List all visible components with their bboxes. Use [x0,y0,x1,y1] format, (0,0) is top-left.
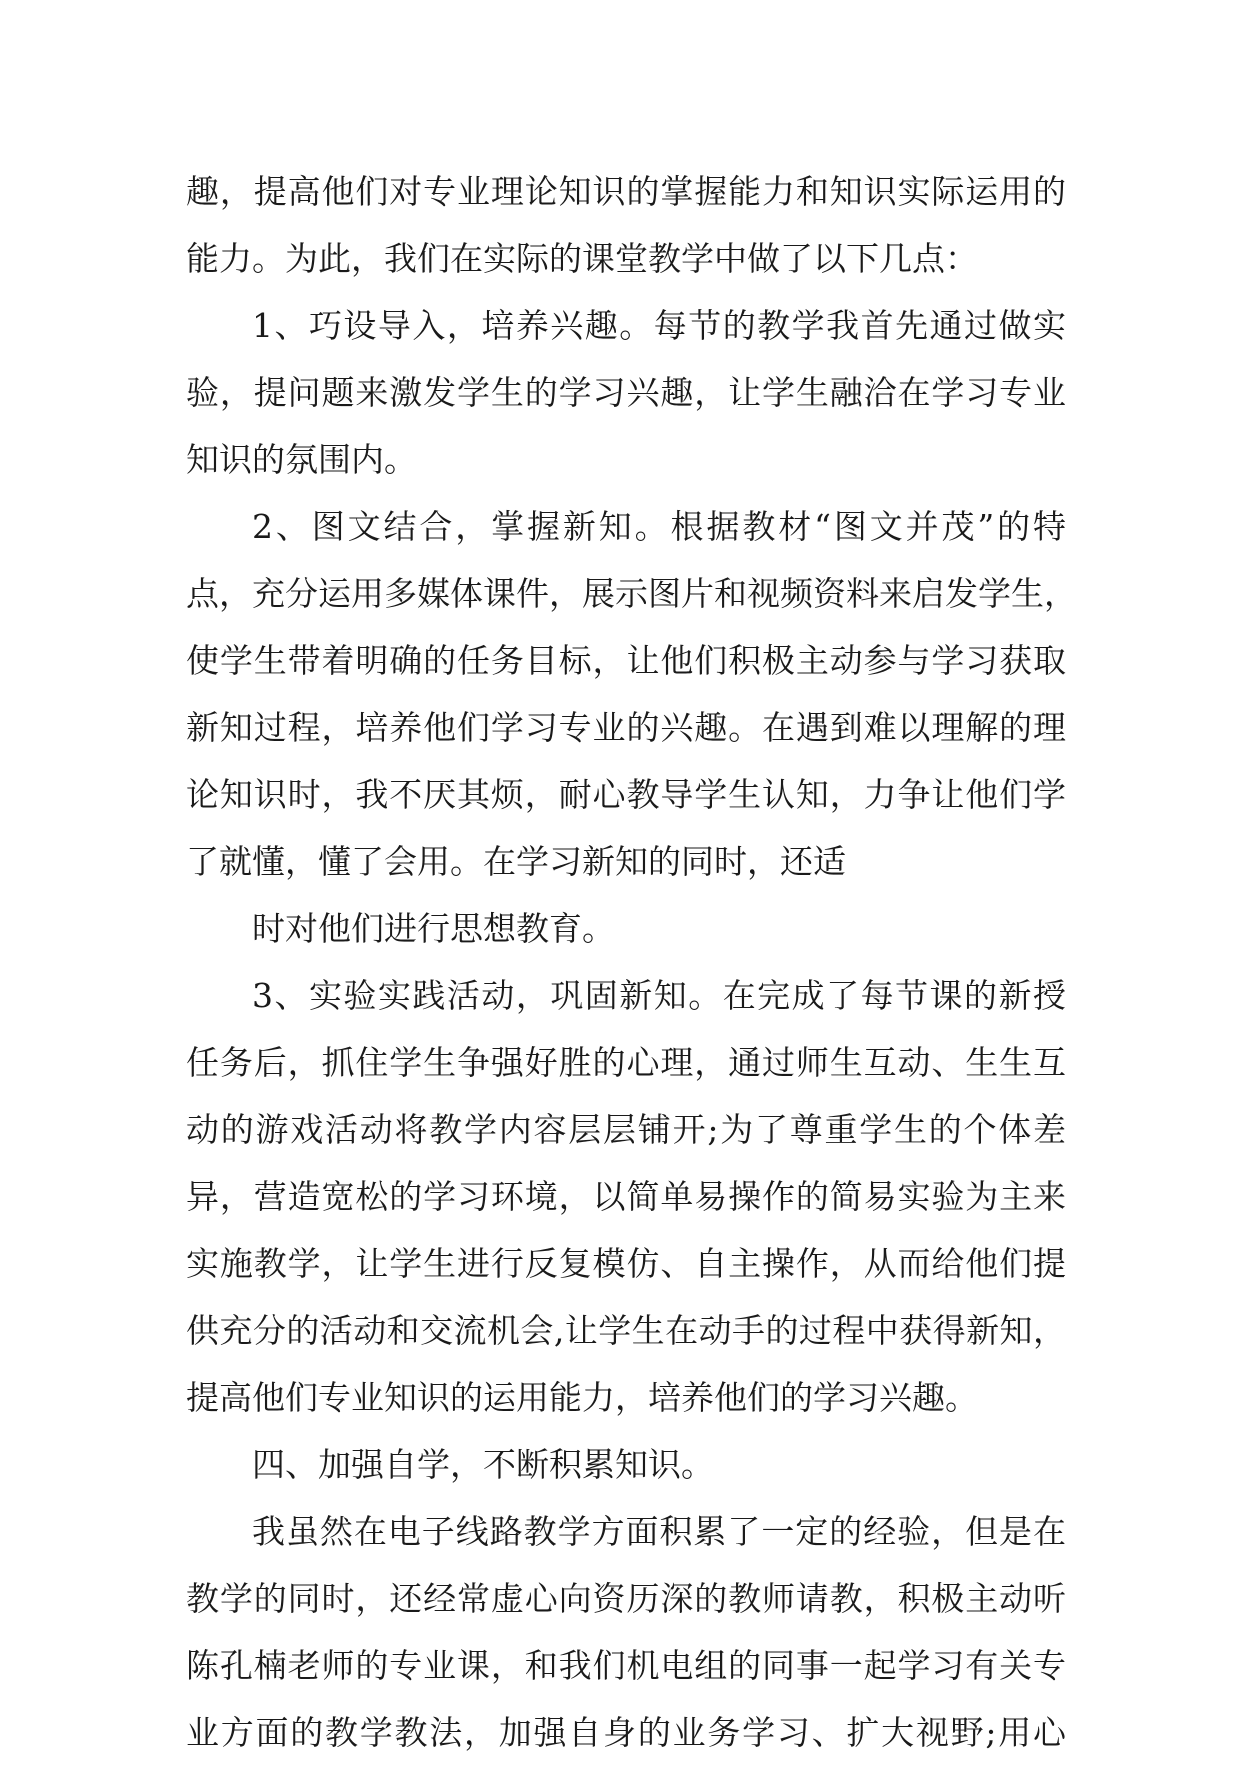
text-line: 1、巧设导入，培养兴趣。每节的教学我首先通过做实 [252,306,1066,345]
text-line: 了就懂，懂了会用。在学习新知的同时，还适 [186,842,846,881]
text-line: 异，营造宽松的学习环境，以简单易操作的简易实验为主来 [186,1177,1066,1216]
text-line: 趣，提高他们对专业理论知识的掌握能力和知识实际运用的 [186,172,1066,211]
text-line: 我虽然在电子线路教学方面积累了一定的经验，但是在 [252,1512,1066,1551]
text-line: 能力。为此，我们在实际的课堂教学中做了以下几点： [186,239,978,278]
text-line: 四、加强自学，不断积累知识。 [252,1445,714,1484]
text-line: 使学生带着明确的任务目标，让他们积极主动参与学习获取 [186,641,1066,680]
text-line: 实施教学，让学生进行反复模仿、自主操作，从而给他们提 [186,1244,1066,1283]
text-line: 新知过程，培养他们学习专业的兴趣。在遇到难以理解的理 [186,708,1066,747]
document-body [186,158,1077,1766]
text-line: 点，充分运用多媒体课件，展示图片和视频资料来启发学生， [186,574,1077,613]
text-line: 验，提问题来激发学生的学习兴趣，让学生融洽在学习专业 [186,373,1066,412]
text-line: 知识的氛围内。 [186,440,417,479]
text-line: 2、图文结合，掌握新知。根据教材“图文并茂”的特 [252,507,1066,546]
text-line: 3、实验实践活动，巩固新知。在完成了每节课的新授 [252,976,1066,1015]
text-line: 动的游戏活动将教学内容层层铺开;为了尊重学生的个体差 [186,1110,1066,1149]
text-line: 论知识时，我不厌其烦，耐心教导学生认知，力争让他们学 [186,775,1066,814]
text-line: 提高他们专业知识的运用能力，培养他们的学习兴趣。 [186,1378,978,1417]
text-line: 时对他们进行思想教育。 [252,909,615,948]
text-line: 任务后，抓住学生争强好胜的心理，通过师生互动、生生互 [186,1043,1066,1082]
text-line: 业方面的教学教法，加强自身的业务学习、扩大视野;用心 [186,1713,1066,1752]
text-line: 陈孔楠老师的专业课，和我们机电组的同事一起学习有关专 [186,1646,1066,1685]
text-line: 供充分的活动和交流机会,让学生在动手的过程中获得新知， [186,1311,1066,1350]
text-line: 教学的同时，还经常虚心向资历深的教师请教，积极主动听 [186,1579,1066,1618]
